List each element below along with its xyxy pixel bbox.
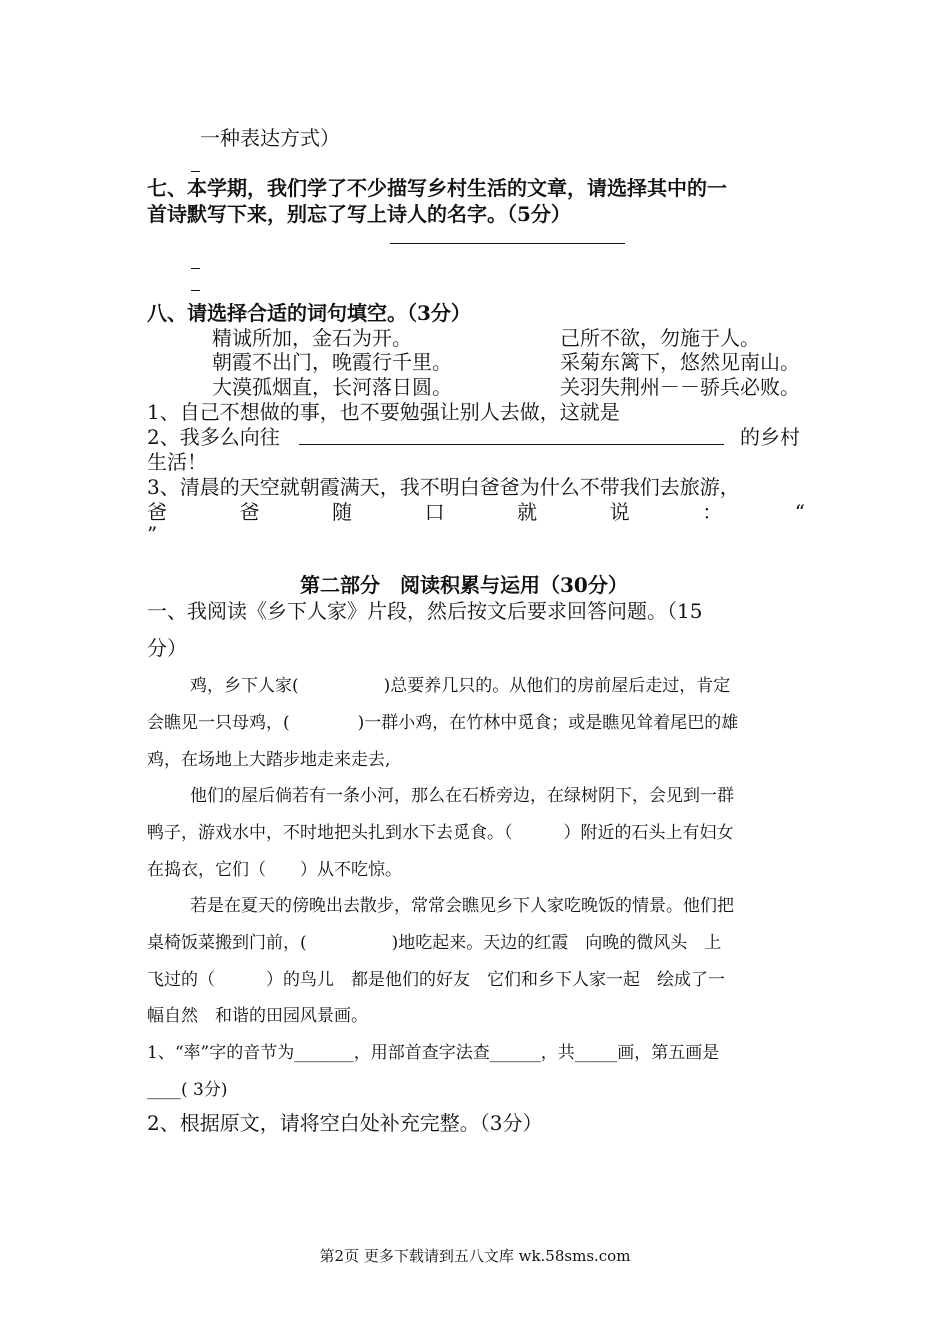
sub-question-1: 1、“率”字的音节为_______，用部首查字法查______，共_____画，第五画是	[147, 1043, 720, 1063]
passage-line: 鸡，在场地上大踏步地走来走去,	[147, 750, 391, 770]
passage-line: 他们的屋后倘若有一条小河，那么在石桥旁边，在绿树阴下，会见到一群	[190, 786, 734, 806]
passage-line: 若是在夏天的傍晚出去散步，常常会瞧见乡下人家吃晚饭的情景。他们把	[190, 896, 734, 916]
item-1: 1、自己不想做的事，也不要勉强让别人去做，这就是	[147, 400, 620, 424]
option-1: 精诚所加，金石为开。	[212, 326, 412, 350]
passage-line: 飞过的（ ）的鸟儿 都是他们的好友 它们和乡下人家一起 绘成了一	[147, 970, 725, 990]
passage-line: 桌椅饭菜搬到门前，( )地吃起来。天边的红霞 向晚的微风头 上	[147, 933, 722, 953]
option-2: 己所不欲，勿施于人。	[560, 326, 760, 350]
answer-underline	[390, 243, 625, 244]
part-2-title: 第二部分 阅读积累与运用（30分）	[300, 573, 628, 597]
item-2-start: 2、我多么向往	[147, 425, 280, 449]
question-7-line-2: 首诗默写下来，别忘了写上诗人的名字。（5分）	[147, 202, 571, 226]
passage-line: 鸭子，游戏水中，不时地把头扎到水下去觅食。（ ）附近的石头上有妇女	[147, 823, 734, 843]
question-8-title: 八、请选择合适的词句填空。（3分）	[147, 301, 471, 325]
spread-char: 说	[609, 500, 630, 524]
passage-line: 在捣衣，它们（ ）从不吃惊。	[147, 860, 402, 880]
item-2-continuation: 生活！	[147, 450, 207, 474]
option-3: 朝霞不出门，晚霞行千里。	[212, 350, 452, 374]
option-5: 大漠孤烟直，长河落日圆。	[212, 375, 452, 399]
spread-char: ：	[702, 500, 723, 524]
blank-mark	[191, 171, 200, 172]
spread-char: 就	[517, 500, 538, 524]
spread-char: 随	[332, 500, 353, 524]
passage-line: 会瞧见一只母鸡，( )一群小鸡，在竹林中觅食；或是瞧见耸着尾巴的雄	[147, 713, 739, 733]
sub-question-1-cont: ____( 3分)	[147, 1080, 228, 1100]
page-footer: 第2页 更多下载请到五八文库 wk.58sms.com	[319, 1247, 631, 1265]
item-2-underline	[299, 444, 724, 445]
item-3-line: 3、清晨的天空就朝霞满天，我不明白爸爸为什么不带我们去旅游，	[147, 475, 740, 499]
item-2-end: 的乡村	[740, 425, 800, 449]
option-6: 关羽失荆州－－骄兵必败。	[560, 375, 800, 399]
option-4: 采菊东篱下，悠然见南山。	[560, 350, 800, 374]
passage-line: 幅自然 和谐的田园风景画。	[147, 1006, 368, 1026]
continuation-line: 一种表达方式）	[200, 126, 340, 150]
blank-mark	[191, 268, 200, 269]
item-3-end-quote: ”	[147, 522, 158, 546]
reading-question-1: 一、我阅读《乡下人家》片段，然后按文后要求回答问题。（15	[147, 599, 703, 623]
spread-char: “	[794, 500, 805, 524]
blank-mark	[191, 290, 200, 291]
passage-line: 鸡，乡下人家( )总要养几只的。从他们的房前屋后走过，肯定	[190, 676, 731, 696]
reading-question-1-cont: 分）	[147, 636, 187, 660]
sub-question-2: 2、根据原文，请将空白处补充完整。（3分）	[147, 1111, 543, 1135]
item-3-spread-line	[147, 499, 805, 525]
spread-char: 爸	[147, 500, 167, 524]
spread-char: 爸	[239, 500, 260, 524]
question-7-line-1: 七、本学期，我们学了不少描写乡村生活的文章，请选择其中的一	[147, 176, 727, 200]
spread-char: 口	[424, 500, 445, 524]
